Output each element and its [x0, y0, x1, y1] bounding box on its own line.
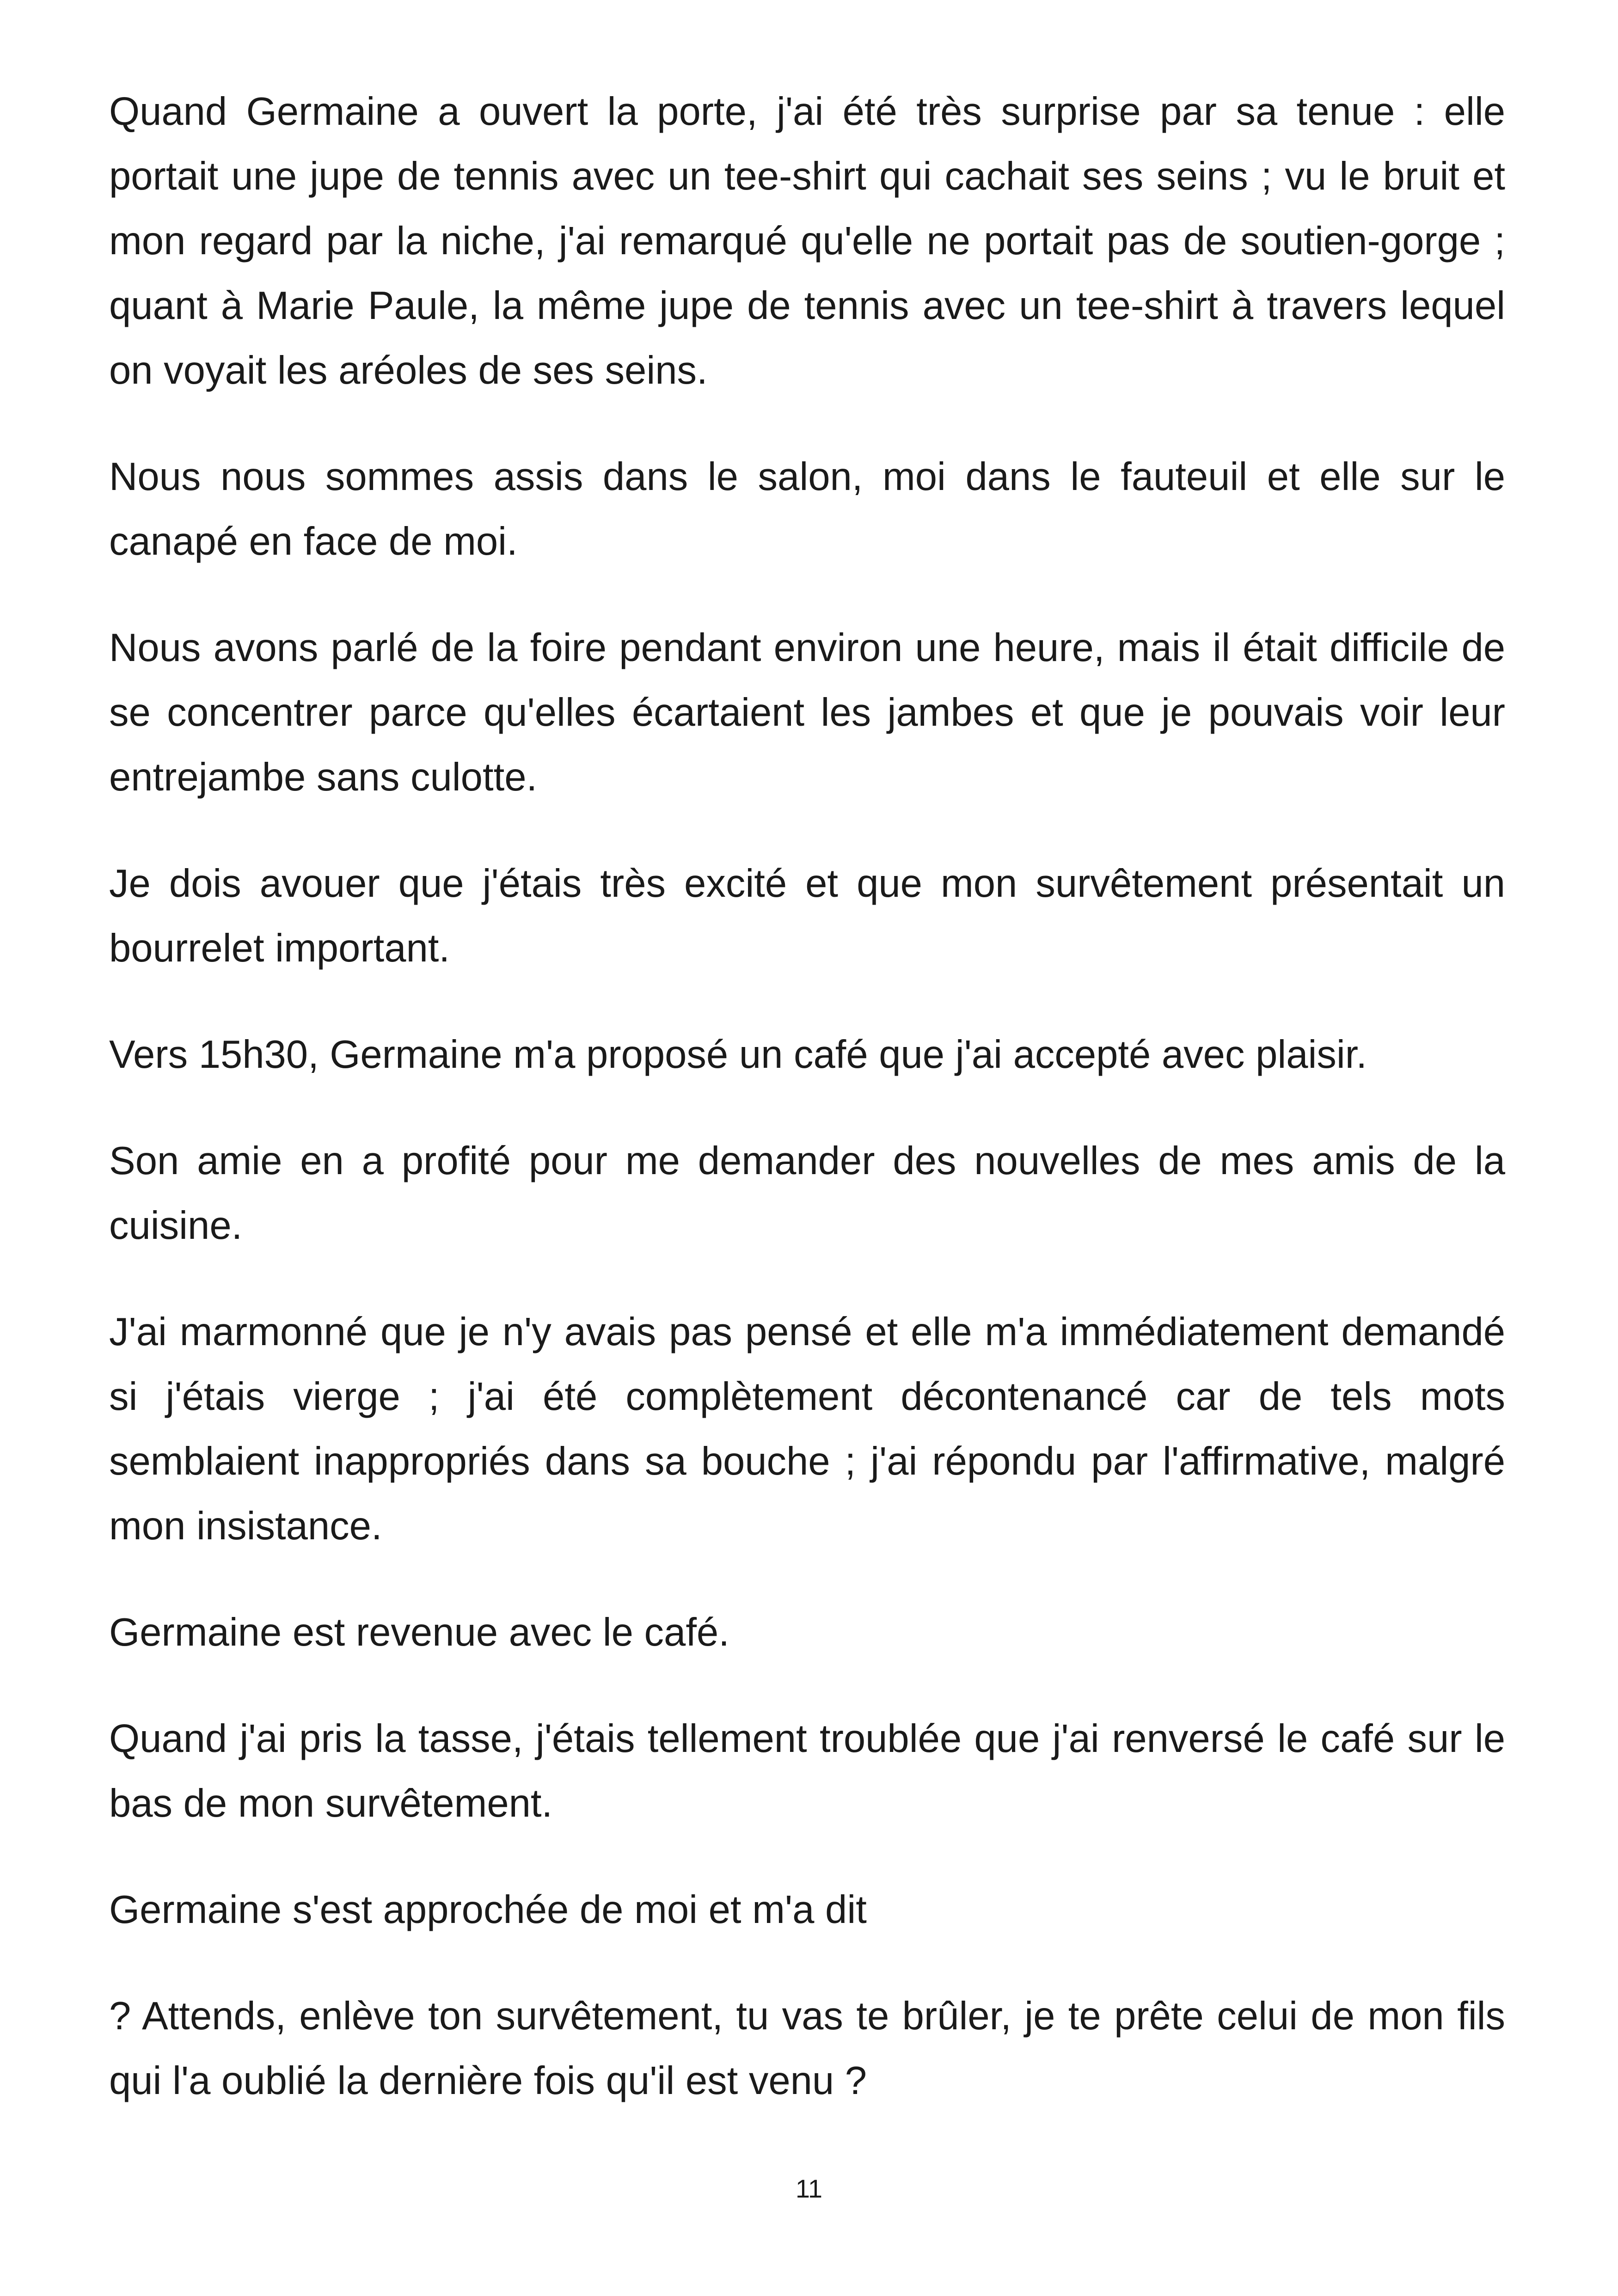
paragraph-6: Son amie en a profité pour me demander des nouvelles de mes amis de la cuisine.: [109, 1139, 1505, 1248]
text-body: [109, 80, 1505, 2113]
paragraph-7: J'ai marmonné que je n'y avais pas pensé et elle m'a immédiatement demandé si j'étais vierge ; j'ai été complètement décontenancé car de tels mots semblaient inappropriés dans sa bouche ; j'ai répondu par l'affirmative, malgré mon insistance.: [109, 1310, 1505, 1548]
paragraph-2: Nous nous sommes assis dans le salon, moi dans le fauteuil et elle sur le canapé en face de moi.: [109, 455, 1505, 563]
paragraph-11: ? Attends, enlève ton survêtement, tu vas te brûler, je te prête celui de mon fils qui l'a oublié la dernière fois qu'il est venu ?: [109, 1994, 1505, 2103]
paragraph-4: Je dois avouer que j'étais très excité et que mon survêtement présentait un bourrelet important.: [109, 862, 1505, 970]
page-number: 11: [795, 2174, 823, 2203]
paragraph-1: Quand Germaine a ouvert la porte, j'ai été très surprise par sa tenue : elle portait une jupe de tennis avec un tee-shirt qui cachait ses seins ; vu le bruit et mon regard par la niche, j'ai remarqué qu'elle ne portait pas de soutien-gorge ; quant à Marie Paule, la même jupe de tennis avec un tee-shirt à travers lequel on voyait les aréoles de ses seins.: [109, 90, 1505, 392]
paragraph-3: Nous avons parlé de la foire pendant environ une heure, mais il était difficile de se concentrer parce qu'elles écartaient les jambes et que je pouvais voir leur entrejambe sans culotte.: [109, 626, 1505, 799]
paragraph-5: Vers 15h30, Germaine m'a proposé un café que j'ai accepté avec plaisir.: [109, 1033, 1367, 1077]
paragraph-10: Germaine s'est approchée de moi et m'a dit: [109, 1888, 867, 1932]
paragraph-8: Germaine est revenue avec le café.: [109, 1610, 729, 1654]
paragraph-9: Quand j'ai pris la tasse, j'étais tellement troublée que j'ai renversé le café sur le bas de mon survêtement.: [109, 1717, 1505, 1825]
